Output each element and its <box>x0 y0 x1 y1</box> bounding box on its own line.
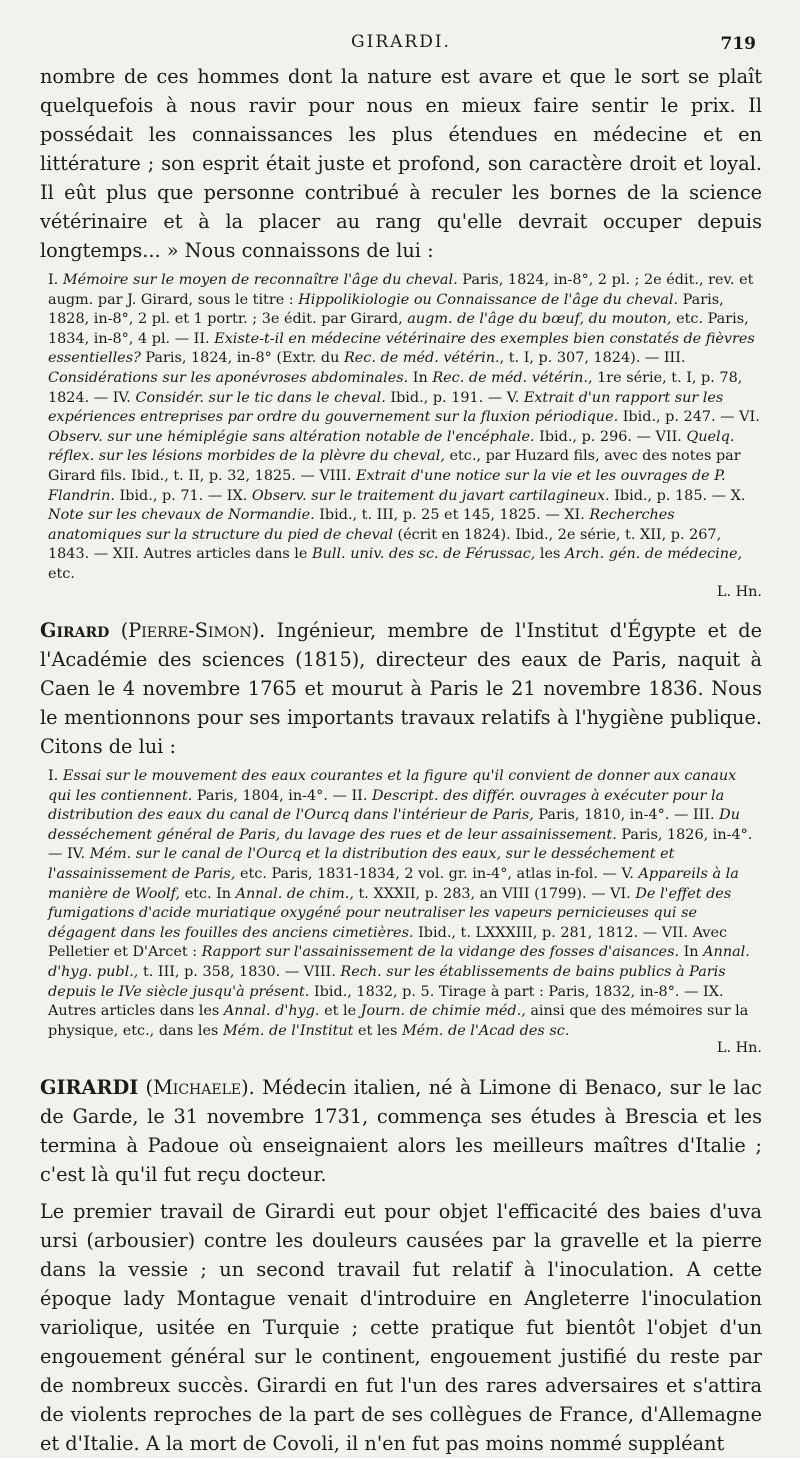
citation-text: In <box>679 944 704 961</box>
entry-surname: Girard <box>40 619 110 643</box>
italic-title: Hippolikiologie ou Connaissance de l'âge du cheval. <box>298 291 679 308</box>
bibliography-text <box>48 768 752 1039</box>
citation-text: Ibid., t. III, p. 25 et 145, 1825. — XI. <box>314 507 590 524</box>
bibliography-text <box>48 272 760 582</box>
italic-title: Descript. des différ. ouvrages à exécuter pour la distribution des eaux du canal de l'Ourcq dans l'intérieur de Paris, <box>48 787 725 824</box>
entry-text: Médecin italien, né à Limone di Benaco, sur le lac de Garde, le 31 novembre 1731, commença ses études à Brescia et les termina à Padoue où enseignaient alors les meilleurs maîtres d'Italie ; c'est là qu'il fut reçu docteur. <box>40 1076 762 1186</box>
citation-text: Ibid., p. 296. — VII. <box>534 428 687 445</box>
italic-title: Rapport sur l'assainissement de la vidange des fosses d'aisances. <box>201 944 680 961</box>
italic-title: Existe-t-il en médecine vétérinaire des exemples bien constatés de fièvres essentielles? <box>48 330 755 367</box>
italic-title: Observ. sur une hémiplégie sans altération notable de l'encéphale. <box>48 428 535 445</box>
running-head <box>40 32 762 56</box>
article-author: L. Hn. <box>716 583 762 600</box>
citation-text: Paris, 1824, in-8° (Extr. du <box>140 350 344 367</box>
article-author: L. Hn. <box>716 1040 762 1057</box>
citation-text: Paris, 1826, in-4°. — IV. <box>48 826 753 863</box>
citation-text: , t. I, p. 307, 1824). — III. <box>499 350 686 367</box>
italic-title: Essai sur le mouvement des eaux courantes et la figure qu'il convient de donner aux canaux qui les contiennent. <box>48 768 737 804</box>
italic-title: Considérations sur les aponévroses abdominales. <box>48 369 409 386</box>
citation-text: Ibid., p. 71. — IX. <box>114 487 252 504</box>
italic-title: Extrait d'une notice sur la vie et les ouvrages de P. Flandrin. <box>48 467 726 504</box>
italic-title: Extrait d'un rapport sur les expériences entreprises par ordre du gouvernement sur la fluxion périodique. <box>48 389 724 426</box>
citation-text: I. <box>48 768 63 785</box>
citation-text: Ibid., 1832, p. 5. Tirage à part : Paris, 1832, in-8°. — IX. Autres articles dans les <box>48 983 724 1020</box>
italic-title: Mém. de l'Acad des sc. <box>401 1022 570 1039</box>
italic-title: Du desséchement général de Paris, du lavage des rues et de leur assainissement. <box>48 807 740 843</box>
entry-given-name: (Michaele). <box>145 1076 255 1099</box>
citation-text: Paris, 1804, in-4°. — II. <box>192 787 373 804</box>
italic-title: De l'effet des fumigations d'acide muriatique oxygéné pour neutraliser les vapeurs pernicieuses qui se dégagent dans les fouilles des anciens cimetières. <box>48 885 732 941</box>
citation-text: Ibid., t. LXXXIII, p. 281, 1812. — VII. Avec Pelletier et D'Arcet : <box>48 924 728 961</box>
entry-girard-pierre-simon <box>40 616 762 761</box>
citation-text: Ibid., p. 191. — V. <box>385 389 524 406</box>
entry-surname: GIRARDI <box>40 1076 139 1099</box>
citation-text: et le <box>319 1003 361 1020</box>
citation-text: , 1re série, t. I, p. 78, 1824. — IV. <box>48 369 743 406</box>
citation-text: les <box>535 546 565 563</box>
page-number: 719 <box>720 34 756 54</box>
citation-text: t. XXXII, p. 283, an VIII (1799). — VI. <box>353 885 636 902</box>
italic-title: augm. de l'âge du bœuf, du mouton, <box>407 311 672 328</box>
citation-text: Ibid., p. 247. — VI. <box>618 409 760 426</box>
italic-title: Note sur les chevaux de Normandie. <box>48 507 315 524</box>
citation-text: Paris, 1828, in-8°, 2 pl. et 1 portr. ; 3e édit. par Girard, <box>48 291 724 328</box>
italic-title: Journ. de chimie méd., <box>360 1003 526 1020</box>
italic-title: Bull. univ. des sc. de Férussac, <box>312 546 536 563</box>
citation-text: ainsi que des mémoires sur la physique, etc., dans les <box>48 1003 749 1039</box>
italic-title: Rech. sur les établissements de bains publics à Paris depuis le IVe siècle jusqu'à présent. <box>48 964 726 1000</box>
italic-title: Mém. sur le canal de l'Ourcq et la distribution des eaux, sur le desséchement et l'assainissement de Paris, <box>48 846 675 883</box>
italic-title: Mém. de l'Institut <box>222 1022 354 1039</box>
italic-title: Quelq. réflex. sur les lésions morbides de la plèvre du cheval, <box>48 428 735 465</box>
citation-text: etc. Paris, 1831-1834, 2 vol. gr. in-4°, atlas in-fol. — V. <box>235 866 639 883</box>
bibliography-girard-fils <box>40 271 762 602</box>
citation-text: (écrit en 1824). Ibid., 2e série, t. XII, p. 267, 1843. — XII. Autres articles dans le <box>48 526 722 563</box>
citation-text: etc., par Huzard fils, avec des notes par Girard fils. Ibid., t. II, p. 32, 1825. — VIII. <box>48 448 741 484</box>
italic-title: Rec. de méd. vétérin. <box>432 369 588 386</box>
citation-text: Ibid., p. 185. — X. <box>609 487 746 504</box>
italic-title: Observ. sur le traitement du javart cartilagineux. <box>251 487 610 504</box>
girardi-work-paragraph: Le premier travail de Girardi eut pour objet l'efficacité des baies d'uva ursi (arbousier) contre les douleurs causées par la gravelle et la pierre dans la vessie ; un second travail fut relatif à l'inoculation. A cette époque lady Montague venait d'introduire en Angleterre l'inoculation variolique, usitée en Turquie ; cette pratique fut bientôt l'objet d'un engouement général sur le continent, engouement justifié du reste par de nombreux succès. Girardi en fut l'un des rares adversaires et s'attira de violents reproches de la part de ses collègues de France, d'Allemagne et d'Italie. A la mort de Covoli, il n'en fut pas moins nommé suppléant <box>40 1200 762 1455</box>
italic-title: Considér. sur le tic dans le cheval. <box>135 389 386 406</box>
intro-paragraph: nombre de ces hommes dont la nature est avare et que le sort se plaît quelquefois à nous ravir pour nous en mieux faire sentir le prix. Il possédait les connaissances les plus étendues en médecine et en littérature ; son esprit était juste et profond, son caractère droit et loyal. Il eût plus que personne contribué à reculer les bornes de la science vétérinaire et à la placer au rang qu'elle devrait occuper depuis longtemps... » Nous connaissons de lui : <box>40 65 762 262</box>
entry-text: Ingénieur, membre de l'Institut d'Égypte et de l'Académie des sciences (1815), directeur des eaux de Paris, naquit à Caen le 4 novembre 1765 et mourut à Paris le 21 novembre 1836. Nous le mentionnons pour ses importants travaux relatifs à l'hygiène publique. Citons de lui : <box>40 619 762 759</box>
citation-text: Paris, 1810, in-4°. — III. <box>533 807 720 824</box>
italic-title: Recherches anatomiques sur la structure du pied de cheval <box>48 507 675 543</box>
running-head-title: GIRARDI. <box>351 32 451 52</box>
citation-text: et les <box>353 1022 402 1039</box>
bibliography-girard-pierre-simon <box>40 767 762 1059</box>
italic-title: Annal. d'hyg. <box>223 1003 320 1020</box>
entry-given-name: (Pierre-Simon). <box>120 619 266 643</box>
citation-text: I. <box>48 272 63 288</box>
citation-text: etc. Paris, 1834, in-8°, 4 pl. — II. <box>48 311 749 347</box>
citation-text: etc. In <box>180 885 236 902</box>
citation-text: t. III, p. 358, 1830. — VIII. <box>138 964 341 981</box>
italic-title: Arch. gén. de médecine, <box>565 546 743 563</box>
italic-title: Annal. d'hyg. publ., <box>48 944 750 981</box>
citation-text: Paris, 1824, in-8°, 2 pl. ; 2e édit., rev. et augm. par J. Girard, sous le titre : <box>48 272 754 308</box>
italic-title: Appareils à la manière de Woolf, <box>48 866 739 902</box>
citation-text: In <box>408 369 433 386</box>
italic-title: Rec. de méd. vétérin. <box>343 350 500 367</box>
entry-girardi-michaele <box>40 1073 762 1189</box>
citation-text: etc. <box>48 565 75 582</box>
italic-title: Mémoire sur le moyen de reconnaître l'âge du cheval. <box>62 272 458 288</box>
italic-title: Annal. de chim., <box>235 885 354 902</box>
